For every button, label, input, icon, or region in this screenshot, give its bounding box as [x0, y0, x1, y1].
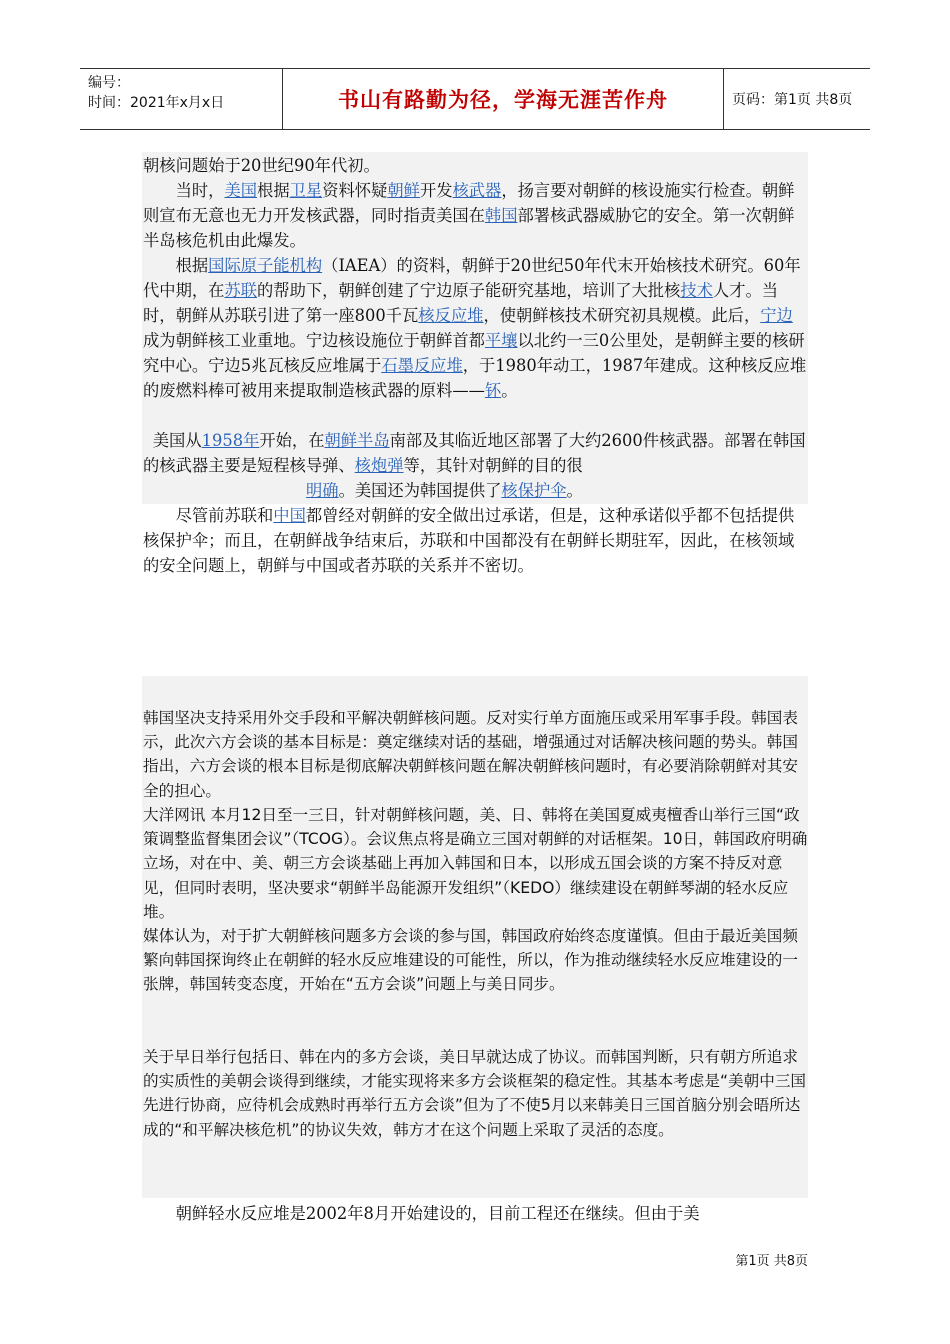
text: 当时，	[175, 181, 225, 200]
text: 开发	[419, 181, 453, 200]
paragraph-6-text: 韩国坚决支持采用外交手段和平解决朝鲜核问题。反对实行单方面施压或采用军事手段。韩国表示，此次六方会谈的基本目标是：奠定继续对话的基础，增强通过对话解决核问题的势头。韩国指出，六方会谈的根本目标是彻底解决朝鲜核问题在解决朝鲜核问题时，有必要消除朝鲜对其安全的担心。	[143, 709, 798, 800]
text: 部署核武器威胁它的安全。第一次朝鲜半岛核危机由此爆发。	[143, 206, 795, 250]
paragraph-5	[143, 503, 808, 578]
page-footer: 第1页 共8页	[735, 1254, 808, 1269]
number-label: 编号：	[88, 75, 130, 91]
paragraph-3	[143, 253, 808, 403]
text: ，使朝鲜核技术研究初具规模。此后，	[483, 306, 761, 325]
link-satellite[interactable]: 卫星	[289, 181, 323, 200]
link-korean-peninsula[interactable]: 朝鲜半岛	[324, 431, 390, 450]
paragraph-7	[143, 803, 808, 924]
link-nuclear-reactor[interactable]: 核反应堆	[418, 306, 484, 325]
text: 。	[566, 481, 583, 500]
link-graphite-reactor[interactable]: 石墨反应堆	[381, 356, 463, 375]
paragraph-2	[143, 178, 808, 253]
text: （IAEA）的资料，朝鲜于20世纪50年代末开始核技术研究。60年代中期，在	[143, 256, 801, 300]
header-meta	[88, 73, 278, 113]
text: 等，其针对朝鲜的目的很	[403, 456, 583, 475]
paragraph-4	[143, 428, 808, 503]
link-clear[interactable]: 明确	[306, 481, 339, 500]
link-nuclear-artillery[interactable]: 核炮弹	[354, 456, 404, 475]
text: 。美国还为韩国提供了	[338, 481, 502, 500]
link-pyongyang[interactable]: 平壤	[484, 331, 518, 350]
text: 人才。当时，朝鲜从苏联引进了第一座800千瓦	[143, 281, 779, 325]
link-south-korea[interactable]: 韩国	[484, 206, 518, 225]
paragraph-10	[143, 1201, 808, 1226]
paragraph-6	[143, 706, 808, 803]
paragraph-7-text: 大洋网讯 本月12日至一三日，针对朝鲜核问题，美、日、韩将在美国夏威夷檀香山举行三国“政策调整监督集团会议”（TCOG）。会议焦点将是确立三国对朝鲜的对话框架。10日，韩国政府明确立场，对在中、美、朝三方会谈基础上再加入韩国和日本，以形成五国会谈的方案不持反对意见，但同时表明，坚决要求“朝鲜半岛能源开发组织”（KEDO）继续建设在朝鲜琴湖的轻水反应堆。	[143, 806, 808, 921]
paragraph-9-text: 关于早日举行包括日、韩在内的多方会谈，美日早就达成了协议。而韩国判断，只有朝方所追求的实质性的美朝会谈得到继续，才能实现将来多方会谈框架的稳定性。其基本考虑是“美朝中三国先进行协商，应待机会成熟时再举行五方会谈”但为了不使5月以来韩美日三国首脑分别会晤所达成的“和平解决核危机”的协议失效，韩方才在这个问题上采取了灵活的态度。	[143, 1048, 807, 1139]
text: 尽管前苏联和	[175, 506, 274, 525]
link-technology[interactable]: 技术	[680, 281, 713, 300]
time-label: 时间：2021年x月x日	[88, 95, 225, 111]
link-nuclear-umbrella[interactable]: 核保护伞	[501, 481, 567, 500]
link-plutonium[interactable]: 钚	[484, 381, 502, 400]
text: 开始，在	[259, 431, 325, 450]
header-motto: 书山有路勤为径，学海无涯苦作舟	[282, 69, 724, 129]
text: 都曾经对朝鲜的安全做出过承诺，但是，这种承诺似乎都不包括提供核保护伞；而且，在朝鲜战争结束后，苏联和中国都没有在朝鲜长期驻军，因此，在核领域的安全问题上，朝鲜与中国或者苏联的关系并不密切。	[143, 506, 795, 575]
paragraph-10-text: 朝鲜轻水反应堆是2002年8月开始建设的，目前工程还在继续。但由于美	[175, 1204, 700, 1223]
text: ，于1980年动工，1987年建成。这种核反应堆的废燃料棒可被用来提取制造核武器的原料——	[143, 356, 807, 400]
text: 美国从	[152, 431, 202, 450]
paragraph-1-text: 朝核问题始于20世纪90年代初。	[143, 156, 380, 175]
paragraph-8	[143, 924, 808, 997]
text: 的帮助下，朝鲜创建了宁边原子能研究基地，培训了大批核	[257, 281, 681, 300]
text: 。	[501, 381, 518, 400]
link-nuclear-weapons[interactable]: 核武器	[452, 181, 502, 200]
text: 以北约一三0公里处，是朝鲜主要的核研究中心。宁边5兆瓦核反应堆属于	[143, 331, 805, 375]
text: 根据	[175, 256, 209, 275]
paragraph-8-text: 媒体认为，对于扩大朝鲜核问题多方会谈的参与国，韩国政府始终态度谨慎。但由于最近美国频繁向韩国探询终止在朝鲜的轻水反应堆建设的可能性，所以，作为推动继续轻水反应堆建设的一张牌，韩国转变态度，开始在“五方会谈”问题上与美日同步。	[143, 927, 798, 994]
link-iaea[interactable]: 国际原子能机构	[208, 256, 323, 275]
link-china[interactable]: 中国	[273, 506, 306, 525]
header-page-info: 页码：第1页 共8页	[732, 92, 853, 108]
link-yongbyon[interactable]: 宁边	[760, 306, 793, 325]
text: ，扬言要对朝鲜的核设施实行检查。朝鲜则宣布无意也无力开发核武器，同时指责美国在	[143, 181, 795, 225]
text: 根据	[257, 181, 290, 200]
link-usa[interactable]: 美国	[224, 181, 258, 200]
link-north-korea[interactable]: 朝鲜	[387, 181, 420, 200]
paragraph-9	[143, 1045, 808, 1142]
paragraph-1	[143, 153, 808, 178]
link-soviet-union[interactable]: 苏联	[224, 281, 257, 300]
text: 资料怀疑	[322, 181, 388, 200]
text: 成为朝鲜核工业重地。宁边核设施位于朝鲜首都	[143, 331, 485, 350]
text: 南部及其临近地区部署了大约2600件核武器。部署在韩国的核武器主要是短程核导弹、	[143, 431, 806, 475]
page-header	[80, 68, 870, 130]
link-1958[interactable]: 1958年	[201, 431, 260, 450]
